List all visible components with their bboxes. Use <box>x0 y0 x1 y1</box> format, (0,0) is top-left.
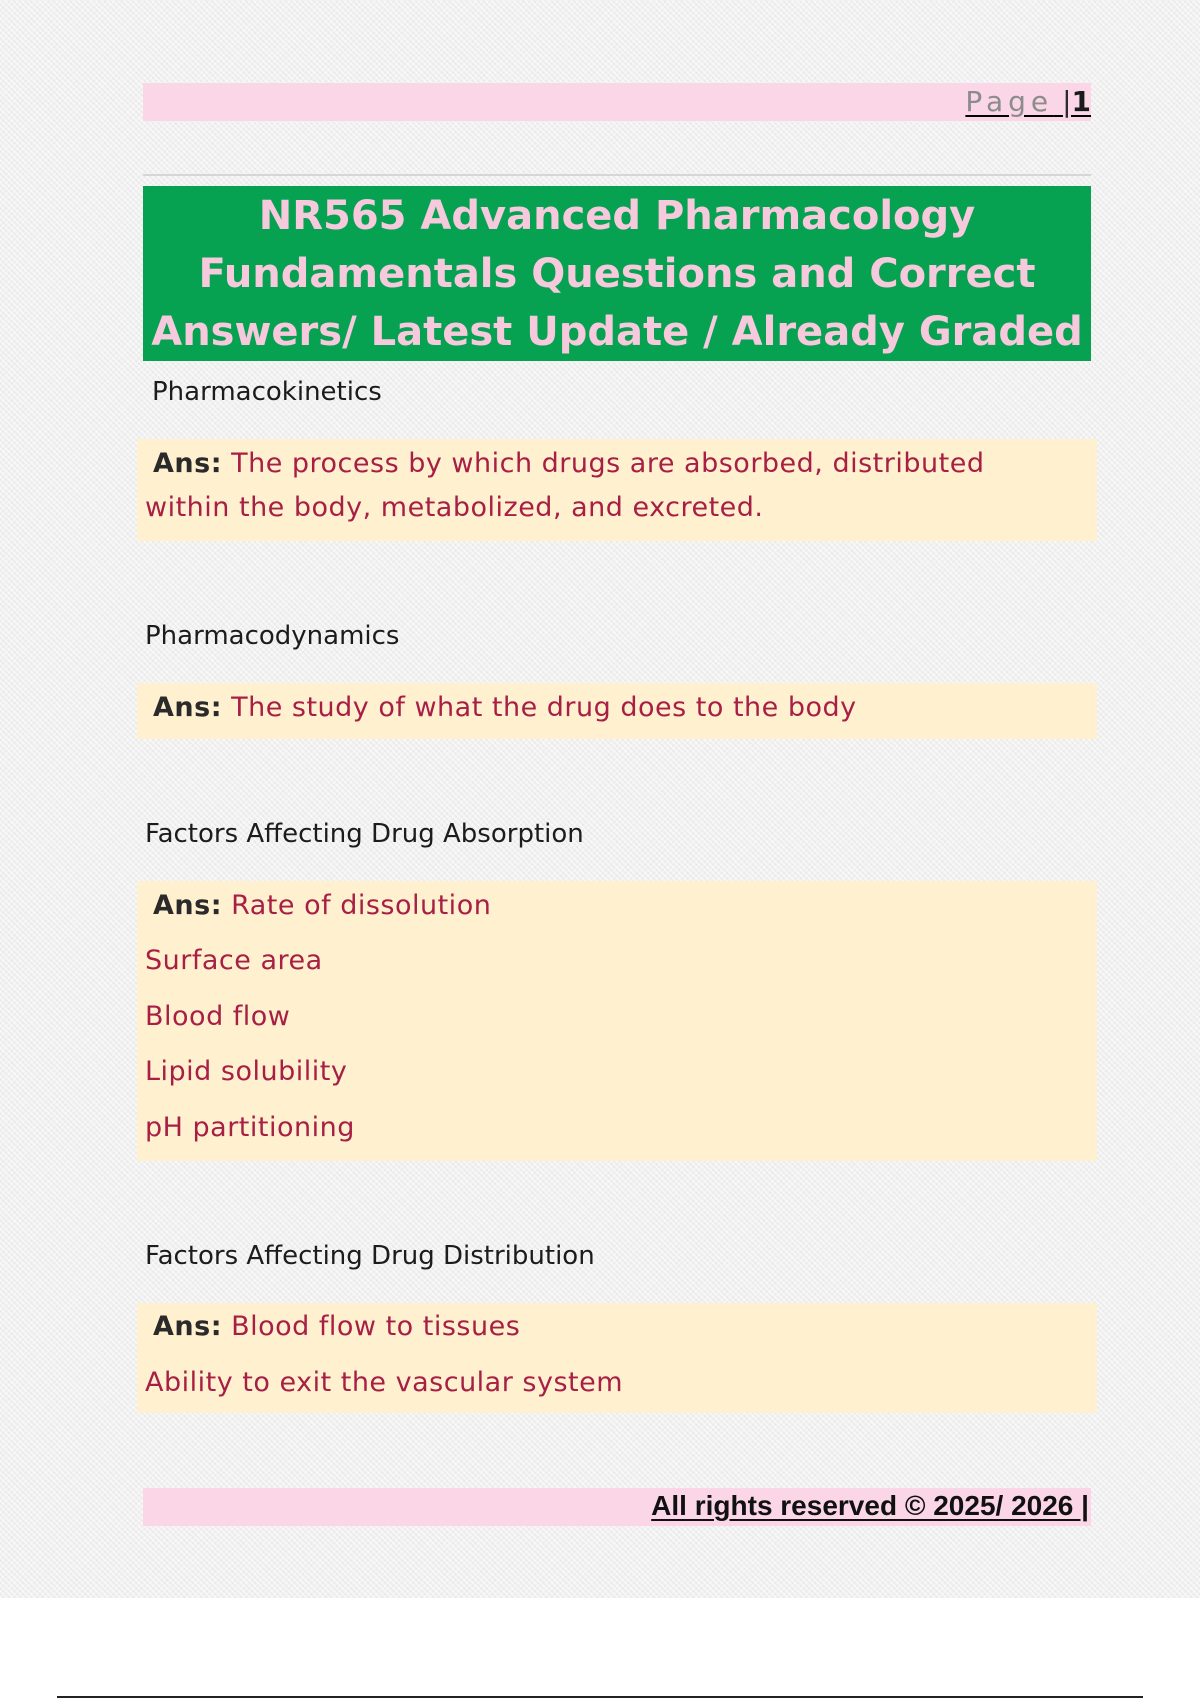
question-drug-absorption: Factors Affecting Drug Absorption <box>145 819 584 849</box>
ans-label: Ans: <box>153 890 222 921</box>
answer-text: Rate of dissolution <box>231 890 492 921</box>
page-number <box>965 86 1091 118</box>
answer-line: Surface area <box>145 945 323 976</box>
answer-box <box>137 683 1097 739</box>
header-divider <box>143 174 1091 176</box>
page-header <box>143 83 1091 121</box>
answer-line <box>153 447 984 481</box>
ans-label: Ans: <box>153 448 222 479</box>
answer-text: The study of what the drug does to the body <box>231 692 857 723</box>
answer-box <box>137 881 1097 1161</box>
title-line: Fundamentals Questions and Correct <box>198 250 1036 297</box>
answer-line: Ability to exit the vascular system <box>145 1367 624 1398</box>
page-separator: | <box>1062 85 1072 118</box>
answer-text: The process by which drugs are absorbed, distributed <box>231 448 985 479</box>
answer-line: pH partitioning <box>145 1112 355 1143</box>
answer-text: Blood flow to tissues <box>231 1311 521 1342</box>
answer-line: Blood flow <box>145 1001 291 1032</box>
page-number-value: 1 <box>1071 85 1091 118</box>
page-label: Page <box>965 85 1054 118</box>
document-title <box>143 186 1091 361</box>
answer-line: Lipid solubility <box>145 1056 348 1087</box>
answer-line: within the body, metabolized, and excreted. <box>145 492 764 523</box>
answer-box <box>137 439 1097 541</box>
question-pharmacodynamics: Pharmacodynamics <box>145 621 400 651</box>
ans-label: Ans: <box>153 692 222 723</box>
copyright-text: All rights reserved © 2025/ 2026 | <box>651 1490 1089 1521</box>
title-line: Answers/ Latest Update / Already Graded <box>151 308 1083 355</box>
answer-line <box>153 1310 520 1344</box>
answer-line <box>153 889 491 923</box>
ans-label: Ans: <box>153 1311 222 1342</box>
question-drug-distribution: Factors Affecting Drug Distribution <box>145 1241 595 1271</box>
title-line: NR565 Advanced Pharmacology <box>258 192 976 239</box>
question-pharmacokinetics: Pharmacokinetics <box>152 377 382 407</box>
answer-line <box>153 691 857 725</box>
page-footer <box>143 1488 1091 1526</box>
answer-box <box>137 1303 1097 1413</box>
bottom-divider <box>57 1696 1143 1698</box>
